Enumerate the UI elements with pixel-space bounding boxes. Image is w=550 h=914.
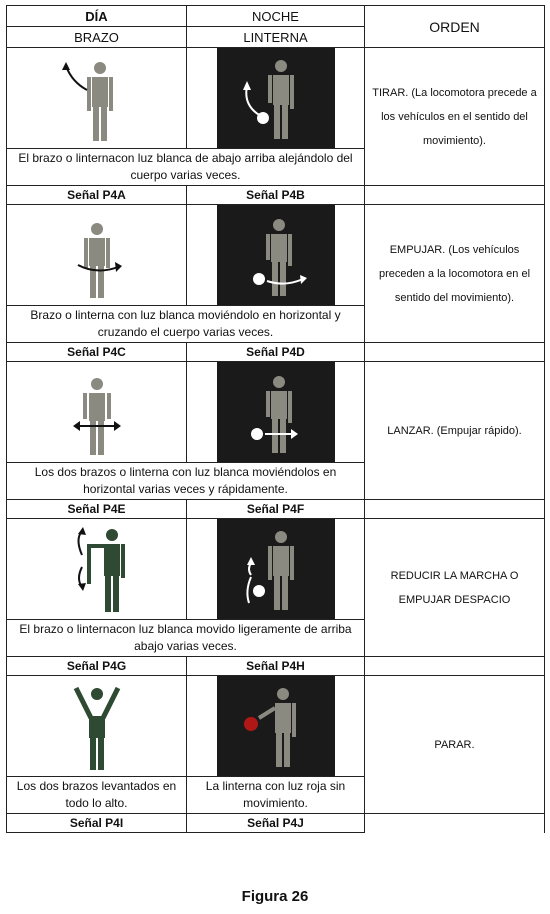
signal-table [6, 5, 545, 833]
header-brazo: BRAZO [7, 27, 187, 48]
signal-label: Señal P4J [187, 814, 365, 833]
signal-p4f-figure [217, 362, 335, 462]
signal-p4g-figure [42, 521, 152, 617]
signal-p4e-figure [42, 364, 152, 460]
orden-cell: REDUCIR LA MARCHA O EMPUJAR DESPACIO [365, 519, 545, 657]
description: El brazo o linternacon luz blanca de abajo arriba alejándolo del cuerpo varias veces. [7, 149, 365, 186]
signal-label: Señal P4D [187, 343, 365, 362]
description: Los dos brazos o linterna con luz blanca moviéndolos en horizontal varias veces y rápidamente. [7, 463, 365, 500]
description: El brazo o linternacon luz blanca movido ligeramente de arriba abajo varias veces. [7, 620, 365, 657]
signal-p4h-figure [217, 519, 335, 619]
orden-cell: PARAR. [365, 676, 545, 814]
signal-label: Señal P4G [7, 657, 187, 676]
day-figure-cell [7, 205, 187, 306]
signal-label: Señal P4E [7, 500, 187, 519]
night-figure-cell [187, 205, 365, 306]
signal-p4d-figure [217, 205, 335, 305]
signal-label: Señal P4F [187, 500, 365, 519]
signal-p4c-figure [42, 207, 152, 303]
night-figure-cell [187, 519, 365, 620]
night-figure-cell [187, 676, 365, 777]
header-linterna: LINTERNA [187, 27, 365, 48]
description-night: La linterna con luz roja sin movimiento. [187, 777, 365, 814]
header-orden: ORDEN [365, 6, 545, 48]
orden-cell: LANZAR. (Empujar rápido). [365, 362, 545, 500]
night-figure-cell [187, 362, 365, 463]
signal-label: Señal P4H [187, 657, 365, 676]
description: Brazo o linterna con luz blanca moviéndolo en horizontal y cruzando el cuerpo varias veces. [7, 306, 365, 343]
description-day: Los dos brazos levantados en todo lo alto. [7, 777, 187, 814]
figure-caption: Figura 26 [241, 888, 309, 905]
signal-label: Señal P4I [7, 814, 187, 833]
day-figure-cell [7, 676, 187, 777]
signal-p4b-figure [217, 48, 335, 148]
signal-p4i-figure [42, 678, 152, 774]
day-figure-cell [7, 362, 187, 463]
day-figure-cell [7, 48, 187, 149]
signal-label: Señal P4A [7, 186, 187, 205]
signal-label: Señal P4C [7, 343, 187, 362]
orden-cell: EMPUJAR. (Los vehículos preceden a la locomotora en el sentido del movimiento). [365, 205, 545, 343]
header-dia: DÍA [7, 6, 187, 27]
header-noche: NOCHE [187, 6, 365, 27]
signal-label: Señal P4B [187, 186, 365, 205]
night-figure-cell [187, 48, 365, 149]
signal-p4a-figure [42, 50, 152, 146]
signal-p4j-figure [217, 676, 335, 776]
day-figure-cell [7, 519, 187, 620]
orden-cell: TIRAR. (La locomotora precede a los vehículos en el sentido del movimiento). [365, 48, 545, 186]
